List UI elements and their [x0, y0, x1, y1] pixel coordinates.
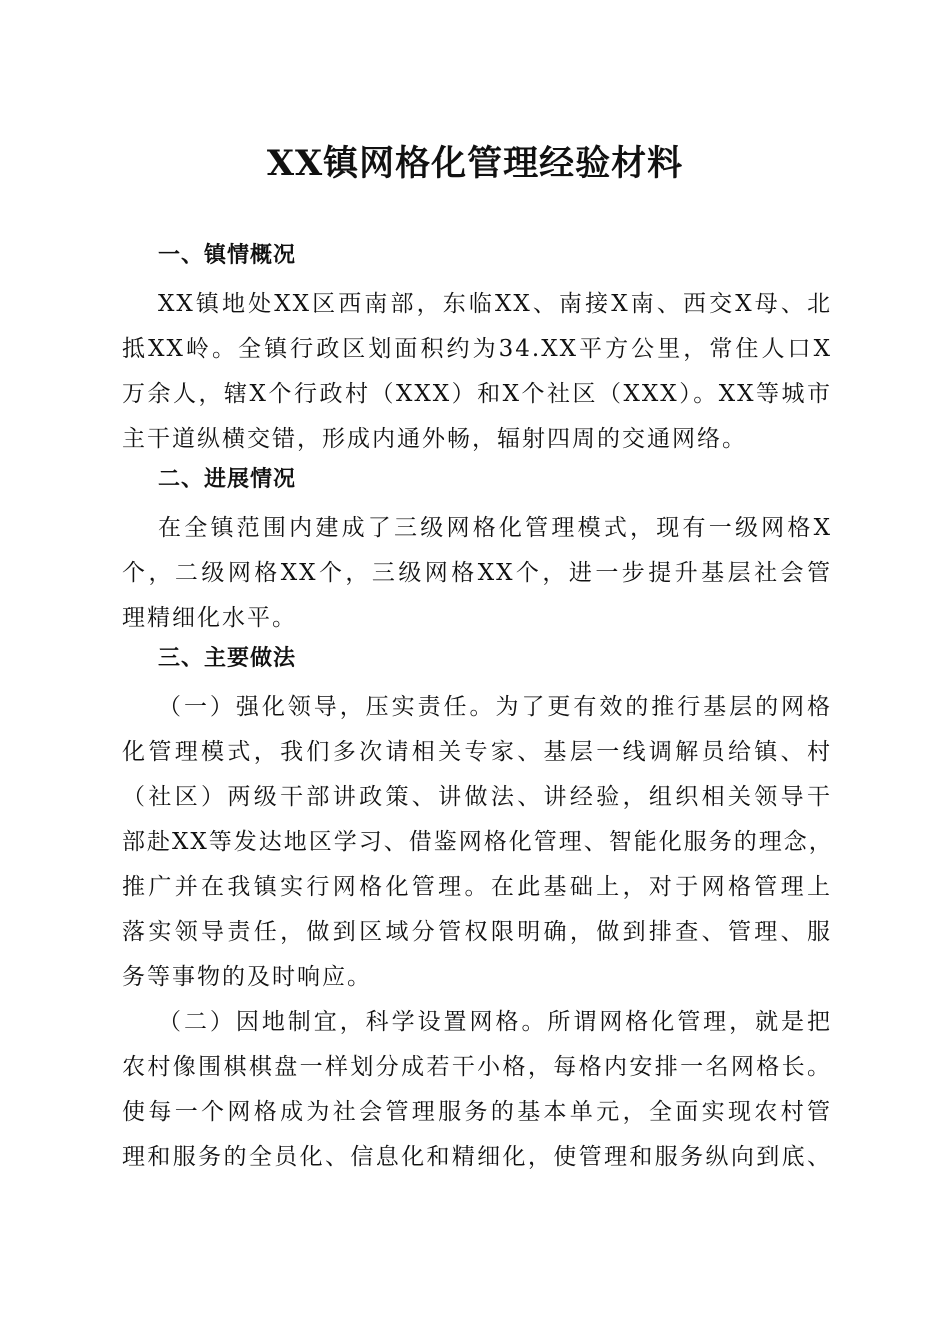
paragraph-line: 化管理模式，我们多次请相关专家、基层一线调解员给镇、村	[122, 739, 832, 765]
paragraph-line: 抵XX岭。全镇行政区划面积约为34.XX平方公里，常住人口X	[122, 336, 832, 362]
paragraph-line: XX镇地处XX区西南部，东临XX、南接X南、西交X母、北	[158, 291, 832, 317]
paragraph-line: 理和服务的全员化、信息化和精细化，使管理和服务纵向到底、	[122, 1144, 832, 1170]
paragraph-line: 使每一个网格成为社会管理服务的基本单元，全面实现农村管	[122, 1099, 832, 1125]
document-title: XX镇网格化管理经验材料	[266, 143, 684, 184]
paragraph-line: 万余人，辖X个行政村（XXX）和X个社区（XXX）。XX等城市	[122, 381, 832, 407]
paragraph-line: 推广并在我镇实行网格化管理。在此基础上，对于网格管理上	[122, 874, 832, 900]
section-heading-overview: 一、镇情概况	[158, 243, 297, 268]
section-heading-progress: 二、进展情况	[158, 467, 297, 492]
paragraph-line: （社区）两级干部讲政策、讲做法、讲经验，组织相关领导干	[122, 784, 832, 810]
paragraph-line: 在全镇范围内建成了三级网格化管理模式，现有一级网格X	[158, 515, 832, 541]
paragraph-line: 主干道纵横交错，形成内通外畅，辐射四周的交通网络。	[122, 426, 747, 452]
paragraph-line: 务等事物的及时响应。	[122, 964, 372, 990]
paragraph-line: （二）因地制宜，科学设置网格。所谓网格化管理，就是把	[158, 1009, 832, 1035]
paragraph-line: 部赴XX等发达地区学习、借鉴网格化管理、智能化服务的理念，	[122, 829, 834, 855]
paragraph-line: （一）强化领导，压实责任。为了更有效的推行基层的网格	[158, 694, 832, 720]
paragraph-line: 落实领导责任，做到区域分管权限明确，做到排查、管理、服	[122, 919, 832, 945]
paragraph-line: 农村像围棋棋盘一样划分成若干小格，每格内安排一名网格长。	[122, 1054, 832, 1080]
section-heading-methods: 三、主要做法	[158, 646, 297, 671]
paragraph-line: 个，二级网格XX个，三级网格XX个，进一步提升基层社会管	[122, 560, 832, 586]
paragraph-line: 理精细化水平。	[122, 605, 297, 631]
